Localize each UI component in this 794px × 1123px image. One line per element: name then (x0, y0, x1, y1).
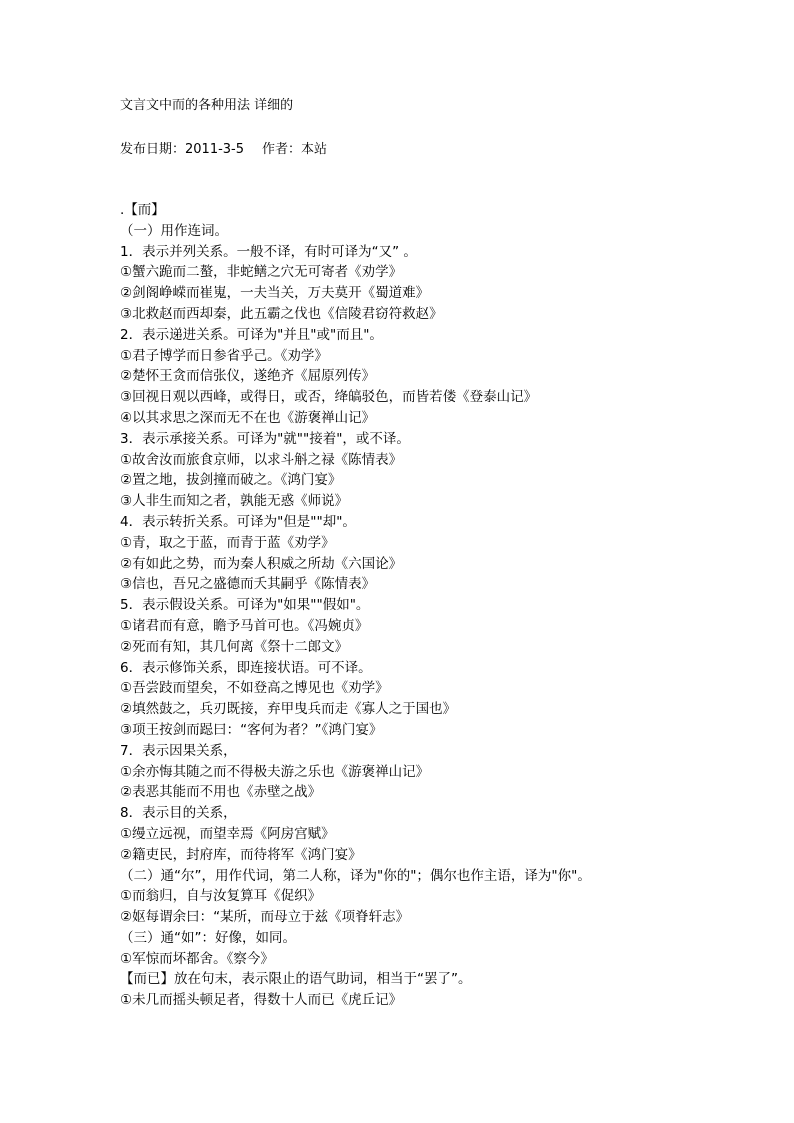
document-title: 文言文中而的各种用法 详细的 (120, 98, 294, 113)
text-line: ①余亦悔其随之而不得极夫游之乐也《游褒禅山记》 (120, 763, 430, 780)
text-line: ①青，取之于蓝，而青于蓝《劝学》 (120, 534, 335, 551)
text-line: 7．表示因果关系， (120, 742, 237, 759)
text-line: ①蟹六跪而二螯，非蛇鳝之穴无可寄者《劝学》 (120, 264, 403, 281)
text-line: ①未几而摇头顿足者，得数十人而已《虎丘记》 (120, 992, 403, 1009)
text-line: （三）通“如”：好像，如同。 (120, 929, 296, 946)
text-line: ①缦立远视，而望幸焉《阿房宫赋》 (120, 825, 335, 842)
text-line: ②楚怀王贪而信张仪，遂绝齐《屈原列传》 (120, 368, 376, 385)
text-line: 【而已】放在句末，表示限止的语气助词，相当于“罢了”。 (120, 971, 472, 988)
author: 作者：本站 (262, 142, 328, 157)
text-line: ①故舍汝而旅食京师，以求斗斛之禄《陈情表》 (120, 451, 403, 468)
text-line: ③回视日观以西峰，或得日，或否，绛皜驳色，而皆若偻《登泰山记》 (120, 389, 538, 406)
text-line: ④以其求思之深而无不在也《游褒禅山记》 (120, 409, 376, 426)
text-line: ③项王按剑而跽曰：“客何为者？”《鸿门宴》 (120, 721, 383, 738)
text-line: 5．表示假设关系。可译为"如果""假如"。 (120, 597, 370, 614)
text-line: ③人非生而知之者，孰能无惑《师说》 (120, 493, 349, 510)
text-line: ③信也，吾兄之盛德而夭其嗣乎《陈情表》 (120, 576, 376, 593)
text-line: 8．表示目的关系， (120, 805, 237, 822)
text-line: .【而】 (120, 202, 165, 218)
text-line: ①诸君而有意，瞻予马首可也。《冯婉贞》 (120, 617, 369, 634)
text-line: ②表恶其能而不用也《赤壁之战》 (120, 784, 322, 801)
text-line: ②剑阁峥嵘而崔嵬，一夫当关，万夫莫开《蜀道难》 (120, 285, 430, 302)
text-line: 6．表示修饰关系，即连接状语。可不译。 (120, 659, 372, 676)
text-line: ①君子博学而日参省乎己。《劝学》 (120, 347, 328, 364)
publish-meta (120, 142, 327, 158)
text-line: ①军惊而坏都舍。《察今》 (120, 950, 274, 967)
text-line: 2．表示递进关系。可译为"并且"或"而且"。 (120, 326, 383, 343)
text-line: ②置之地，拔剑撞而破之。《鸿门宴》 (120, 472, 342, 489)
text-line: ②填然鼓之，兵刃既接，弃甲曳兵而走《寡人之于国也》 (120, 701, 457, 718)
text-line: ②籍吏民，封府库，而待将军《鸿门宴》 (120, 846, 362, 863)
text-line: ③北救赵而西却秦，此五霸之伐也《信陵君窃符救赵》 (120, 305, 443, 322)
text-line: 4．表示转折关系。可译为"但是""却"。 (120, 513, 356, 530)
text-line: ②妪每谓余曰：“某所，而母立于兹《项脊轩志》 (120, 909, 410, 926)
text-line: ②有如此之势，而为秦人积威之所劫《六国论》 (120, 555, 403, 572)
text-line: （一）用作连词。 (120, 222, 228, 239)
publish-date: 发布日期：2011-3-5 (120, 142, 245, 157)
text-line: ②死而有知，其几何离《祭十二郎文》 (120, 638, 349, 655)
text-line: （二）通“尔”，用作代词，第二人称，译为"你的"；偶尔也作主语，译为"你"。 (120, 867, 591, 884)
article-body (120, 200, 760, 1011)
text-line: ①吾尝跂而望矣，不如登高之博见也《劝学》 (120, 680, 389, 697)
text-line: ①而翁归，自与汝复算耳《促织》 (120, 888, 322, 905)
text-line: 1．表示并列关系。一般不译，有时可译为“又” 。 (120, 243, 417, 260)
text-line: 3．表示承接关系。可译为"就""接着"，或不译。 (120, 430, 410, 447)
